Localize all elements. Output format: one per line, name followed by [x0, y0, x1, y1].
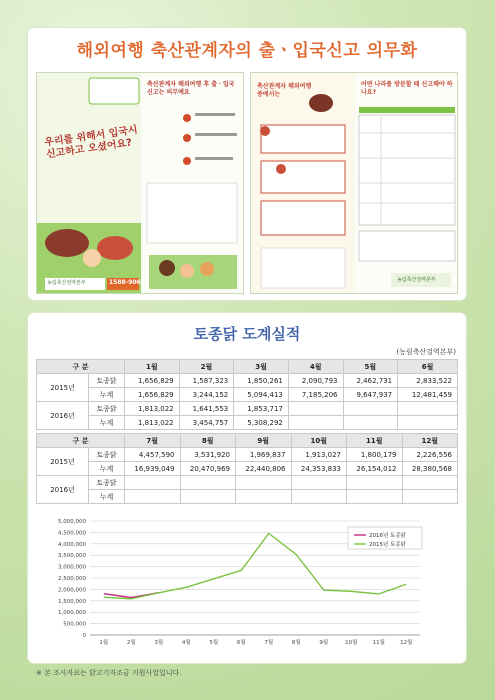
value-cell: 9,647,937 — [343, 388, 398, 402]
year-cell: 2016년 — [37, 476, 89, 504]
year-cell: 2015년 — [37, 448, 89, 476]
value-cell — [180, 476, 236, 490]
campaign-title: 해외여행 축산관계자의 출ㆍ입국신고 의무화 — [76, 41, 418, 61]
x-tick-label: 8월 — [291, 640, 301, 646]
month-header: 10월 — [291, 434, 347, 448]
x-tick-label: 5월 — [209, 640, 219, 646]
table-row — [37, 462, 458, 476]
x-tick-label: 10월 — [345, 640, 358, 646]
table-row — [37, 416, 458, 430]
month-header: 8월 — [180, 434, 236, 448]
table-header-row — [37, 360, 458, 374]
value-cell — [343, 416, 398, 430]
leaflet-right-illustration — [251, 73, 458, 294]
y-tick-label: 3,500,000 — [58, 553, 86, 560]
month-header: 7월 — [125, 434, 181, 448]
line-chart — [28, 517, 466, 657]
y-tick-label: 2,000,000 — [58, 587, 86, 594]
value-cell: 1,813,022 — [125, 416, 180, 430]
kind-cell: 토종닭 — [89, 374, 125, 388]
y-tick-label: 4,500,000 — [58, 530, 86, 537]
value-cell: 28,380,568 — [402, 462, 458, 476]
y-tick-label: 500,000 — [63, 621, 86, 628]
table-row — [37, 490, 458, 504]
month-header: 2월 — [179, 360, 234, 374]
month-header: 3월 — [234, 360, 289, 374]
y-tick-label: 1,500,000 — [58, 598, 86, 605]
value-cell: 20,470,969 — [180, 462, 236, 476]
value-cell: 1,969,837 — [236, 448, 292, 462]
value-cell: 1,656,829 — [125, 374, 180, 388]
value-cell — [125, 476, 181, 490]
value-cell: 12,481,459 — [398, 388, 458, 402]
month-header: 4월 — [288, 360, 343, 374]
x-tick-label: 7월 — [264, 640, 274, 646]
value-cell: 1,587,323 — [179, 374, 234, 388]
y-tick-label: 2,500,000 — [58, 576, 86, 582]
value-cell: 4,457,590 — [125, 448, 181, 462]
value-cell: 26,154,012 — [347, 462, 403, 476]
table-row — [37, 374, 458, 388]
y-tick-label: 4,000,000 — [58, 541, 86, 548]
x-tick-label: 9월 — [319, 640, 329, 646]
month-header: 9월 — [236, 434, 292, 448]
value-cell: 1,913,027 — [291, 448, 347, 462]
month-header: 11월 — [347, 434, 403, 448]
stats-table-jan-jun — [36, 359, 458, 430]
leaflet-big-text: 우리를 위해서 입국시 신고하고 오셨어요? — [43, 124, 139, 161]
leaflet-headline: 축산관계자 해외여행 후 출ㆍ입국신고는 의무예요 — [147, 81, 235, 97]
x-tick-label: 11월 — [372, 640, 385, 646]
value-cell: 2,833,522 — [398, 374, 458, 388]
value-cell — [291, 476, 347, 490]
kind-cell: 토종닭 — [89, 476, 125, 490]
value-cell: 3,531,920 — [180, 448, 236, 462]
value-cell: 2,226,556 — [402, 448, 458, 462]
legend-label: 2016년 토종닭 — [369, 533, 406, 539]
table-row — [37, 476, 458, 490]
value-cell — [288, 402, 343, 416]
y-tick-label: 5,000,000 — [58, 519, 86, 525]
x-tick-label: 12월 — [400, 640, 413, 646]
value-cell: 1,656,829 — [125, 388, 180, 402]
value-cell — [236, 476, 292, 490]
value-cell: 3,454,757 — [179, 416, 234, 430]
value-cell: 2,090,793 — [288, 374, 343, 388]
kind-cell: 누계 — [89, 490, 125, 504]
value-cell: 22,440,806 — [236, 462, 292, 476]
value-cell: 1,813,022 — [125, 402, 180, 416]
kind-cell: 누계 — [89, 388, 125, 402]
y-tick-label: 3,000,000 — [58, 564, 86, 571]
kind-cell: 토종닭 — [89, 402, 125, 416]
x-tick-label: 3월 — [154, 640, 164, 646]
value-cell: 1,850,261 — [234, 374, 289, 388]
year-cell: 2016년 — [37, 402, 89, 430]
month-header: 12월 — [402, 434, 458, 448]
header-label: 구 분 — [37, 360, 125, 374]
value-cell — [347, 476, 403, 490]
x-tick-label: 6월 — [236, 640, 246, 646]
leaflet-right-image — [250, 72, 458, 294]
value-cell — [398, 402, 458, 416]
value-cell: 1,853,717 — [234, 402, 289, 416]
value-cell: 2,462,731 — [343, 374, 398, 388]
stats-panel — [28, 313, 466, 663]
x-tick-label: 1월 — [99, 640, 109, 646]
leaflet-right-headline: 축산관계자 해외여행 중에서는 — [257, 83, 312, 99]
table-row — [37, 448, 458, 462]
y-tick-label: 1,000,000 — [58, 610, 86, 617]
value-cell: 5,094,413 — [234, 388, 289, 402]
value-cell: 24,353,833 — [291, 462, 347, 476]
table-header-row — [37, 434, 458, 448]
year-cell: 2015년 — [37, 374, 89, 402]
stats-title: 토종닭 도계실적 — [193, 325, 301, 343]
kind-cell: 누계 — [89, 416, 125, 430]
value-cell — [402, 476, 458, 490]
stats-source: (농림축산검역본부) — [396, 348, 456, 356]
header-label: 구 분 — [37, 434, 125, 448]
legend-label: 2015년 토종닭 — [369, 542, 406, 548]
value-cell: 1,800,179 — [347, 448, 403, 462]
value-cell: 5,308,292 — [234, 416, 289, 430]
month-header: 5월 — [343, 360, 398, 374]
x-tick-label: 4월 — [181, 640, 191, 646]
value-cell — [180, 490, 236, 504]
table-row — [37, 402, 458, 416]
x-tick-label: 2월 — [126, 640, 136, 646]
value-cell: 7,185,206 — [288, 388, 343, 402]
kind-cell: 누계 — [89, 462, 125, 476]
value-cell — [343, 402, 398, 416]
table-row — [37, 388, 458, 402]
leaflet-org: 농림축산검역본부 — [47, 280, 86, 286]
kind-cell: 토종닭 — [89, 448, 125, 462]
value-cell — [288, 416, 343, 430]
value-cell — [125, 490, 181, 504]
stats-table-jul-dec — [36, 433, 458, 504]
value-cell — [236, 490, 292, 504]
leaflet-left-illustration — [37, 73, 244, 294]
leaflet-phone: 1588-9060 — [109, 279, 145, 286]
value-cell — [291, 490, 347, 504]
value-cell — [398, 416, 458, 430]
month-header: 6월 — [398, 360, 458, 374]
value-cell: 3,244,152 — [179, 388, 234, 402]
value-cell: 16,939,049 — [125, 462, 181, 476]
leaflet-left-image — [36, 72, 244, 294]
leaflet-right-org: 농림축산검역본부 — [397, 277, 436, 283]
value-cell: 1,641,553 — [179, 402, 234, 416]
leaflet-right-sub: 어떤 나라를 방문할 때 신고해야 하나요? — [361, 81, 453, 97]
month-header: 1월 — [125, 360, 180, 374]
y-tick-label: 0 — [82, 633, 86, 639]
footnote: ※ 본 조사자료는 닭고기자조금 지원사업입니다. — [36, 669, 182, 677]
value-cell — [402, 490, 458, 504]
value-cell — [347, 490, 403, 504]
